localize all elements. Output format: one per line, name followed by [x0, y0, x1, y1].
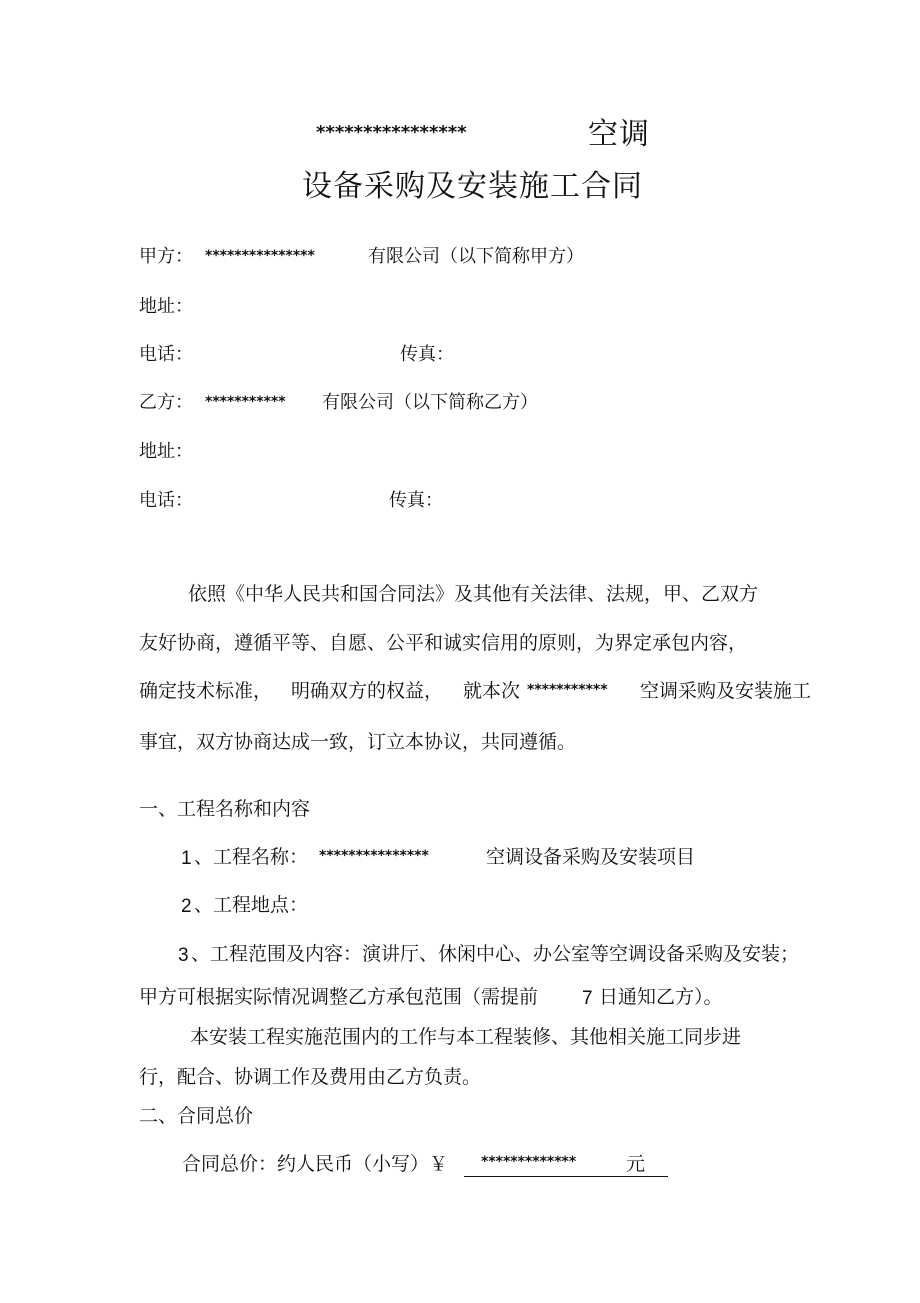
price-stars: ************* — [481, 1154, 577, 1170]
party-a-fax-label: 传真： — [400, 344, 454, 365]
party-b-phone-label: 电话： — [139, 490, 193, 511]
item-3-number: 3 — [178, 945, 189, 966]
item-3-text: 、工程范围及内容：演讲厅、休闲中心、办公室等空调设备采购及安装； — [191, 943, 800, 965]
item-1-number: 1 — [181, 848, 192, 869]
party-b-address-label: 地址： — [139, 441, 193, 462]
preamble-line-3a: 确定技术标准， — [139, 680, 273, 702]
scope-paragraph-line-1: 本安装工程实施范围内的工作与本工程装修、其他相关施工同步进 — [190, 1026, 742, 1048]
preamble-line-3c: 就本次 — [463, 680, 521, 702]
price-label: 合同总价：约人民币（小写）￥ — [182, 1153, 449, 1175]
item-3-line-2b: 日通知乙方）。 — [599, 986, 723, 1008]
item-1-label: 、工程名称： — [194, 846, 309, 868]
item-1-value: 空调设备采购及安装项目 — [486, 846, 696, 868]
price-unit: 元 — [626, 1153, 646, 1175]
party-a-suffix: 有限公司（以下简称甲方） — [368, 246, 584, 267]
item-3-line-2a: 甲方可根据实际情况调整乙方承包范围（需提前 — [139, 986, 539, 1008]
party-b-stars: *********** — [205, 394, 286, 410]
party-a-stars: *************** — [205, 248, 315, 264]
preamble-line-3b: 明确双方的权益， — [291, 680, 444, 702]
title-stars: **************** — [316, 122, 467, 143]
section-1-heading: 一、工程名称和内容 — [139, 798, 311, 820]
preamble-line-3d: 空调采购及安装施工 — [640, 680, 812, 702]
title-line1: 空调 — [588, 117, 650, 152]
item-3-line-2-number: 7 — [582, 988, 593, 1009]
preamble-line-4: 事宜，双方协商达成一致，订立本协议，共同遵循。 — [139, 731, 577, 753]
party-b-fax-label: 传真： — [389, 490, 443, 511]
scope-paragraph-line-2: 行，配合、协调工作及费用由乙方负责。 — [139, 1066, 482, 1088]
price-underline — [464, 1176, 668, 1177]
preamble-line-1: 依照《中华人民共和国合同法》及其他有关法律、法规，甲、乙双方 — [188, 583, 759, 605]
party-a-label: 甲方： — [139, 246, 193, 267]
item-2-number: 2 — [181, 896, 192, 917]
preamble-line-3-stars: *********** — [527, 682, 608, 698]
section-2-heading: 二、合同总价 — [139, 1105, 254, 1127]
item-2-label: 、工程地点： — [194, 894, 309, 916]
preamble-line-2: 友好协商，遵循平等、自愿、公平和诚实信用的原则，为界定承包内容， — [139, 632, 748, 654]
party-a-phone-label: 电话： — [139, 344, 193, 365]
party-a-address-label: 地址： — [139, 296, 193, 317]
party-b-label: 乙方： — [139, 392, 193, 413]
party-b-suffix: 有限公司（以下简称乙方） — [322, 392, 538, 413]
item-1-stars: *************** — [319, 848, 429, 864]
page-title: 设备采购及安装施工合同 — [302, 169, 643, 204]
